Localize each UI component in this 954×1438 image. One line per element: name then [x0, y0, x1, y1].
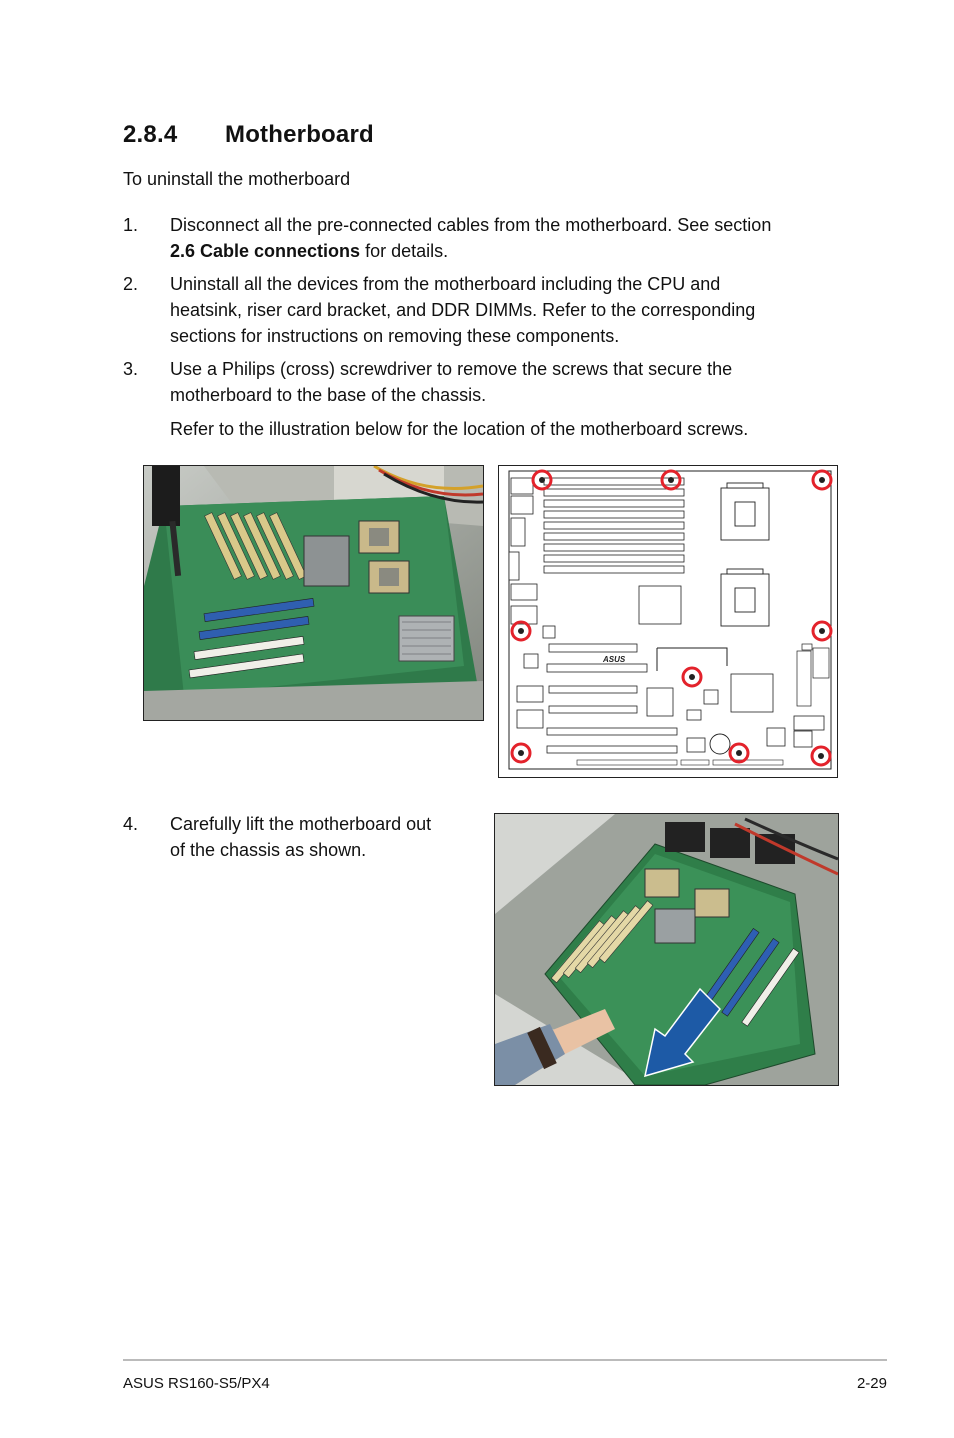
- step-text-line: of the chassis as shown.: [170, 840, 367, 860]
- step-text-line: Disconnect all the pre-connected cables from the motherboard. See section: [170, 215, 772, 235]
- step-number: 2.: [123, 274, 139, 294]
- step-number: 3.: [123, 359, 139, 379]
- step-text-line: motherboard to the base of the chassis.: [170, 385, 487, 405]
- step-text-line: sections for instructions on removing these components.: [170, 326, 620, 346]
- motherboard-in-chassis-photo: [143, 465, 484, 721]
- step-number: 4.: [123, 814, 139, 834]
- step-number: 1.: [123, 215, 139, 235]
- chassis-photo-illustration: [144, 466, 483, 720]
- footer-product-name: ASUS RS160-S5/PX4: [123, 1375, 270, 1392]
- step-note: Refer to the illustration below for the location of the motherboard screws.: [170, 419, 749, 439]
- step-3: [123, 356, 863, 446]
- section-reference: 2.6 Cable connections: [170, 241, 361, 261]
- step-2: [123, 271, 863, 349]
- step-text-line: Use a Philips (cross) screwdriver to remove the screws that secure the: [170, 359, 733, 379]
- step-text-line: Uninstall all the devices from the motherboard including the CPU and: [170, 274, 721, 294]
- section-title: Motherboard: [225, 121, 374, 148]
- intro-text: To uninstall the motherboard: [123, 169, 351, 189]
- footer-page-number: 2-29: [856, 1375, 887, 1392]
- section-heading: [123, 121, 374, 149]
- step-text-line: Carefully lift the motherboard out: [170, 814, 432, 834]
- board-brand-label: ASUS: [603, 655, 626, 664]
- section-number: 2.8.4: [123, 121, 178, 148]
- motherboard-screw-diagram: [498, 465, 838, 778]
- footer-divider: [123, 1359, 887, 1361]
- motherboard-layout-illustration: [499, 466, 837, 777]
- lifting-photo-illustration: [495, 814, 838, 1085]
- step-text-line: heatsink, riser card bracket, and DDR DIMMs. Refer to the corresponding: [170, 300, 756, 320]
- step-4: [123, 811, 483, 863]
- lifting-motherboard-photo: [494, 813, 839, 1086]
- step-1: [123, 212, 863, 264]
- step-text-line: 2.6 Cable connections for details.: [170, 241, 449, 261]
